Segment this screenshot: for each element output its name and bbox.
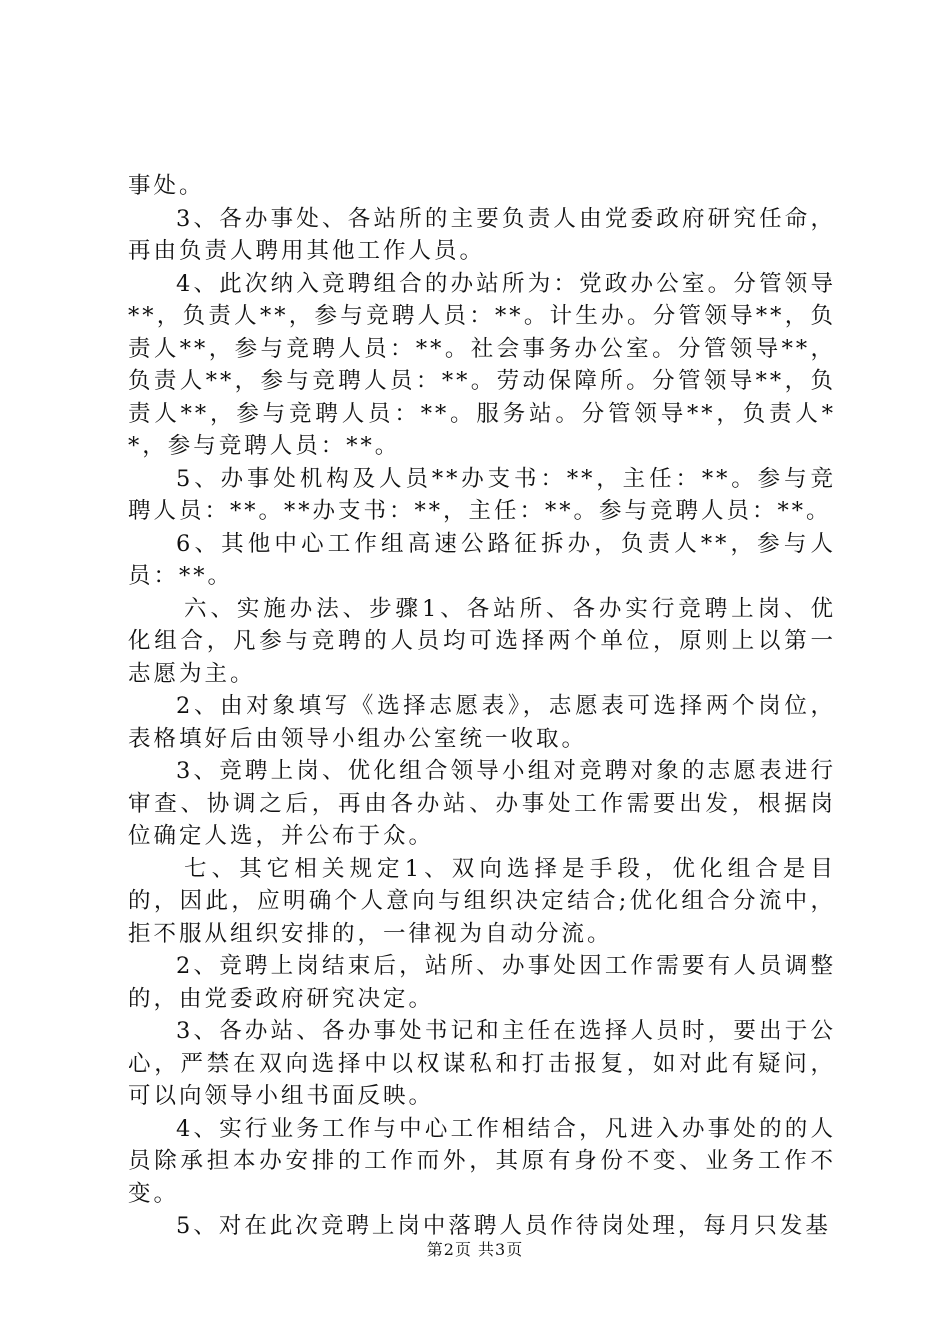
- paragraph-seven-item-3: 3、各办站、各办事处书记和主任在选择人员时，要出于公心，严禁在双向选择中以权谋私和打击报复，如对此有疑问，可以向领导小组书面反映。: [128, 1018, 836, 1109]
- document-body: [128, 170, 836, 1243]
- paragraph-item-4: 4、此次纳入竞聘组合的办站所为：党政办公室。分管领导**，负责人**，参与竞聘人员：**。计生办。分管领导**，负责人**，参与竞聘人员：**。社会事务办公室。分管领导**，负责人**，参与竞聘人员：**。劳动保障所。分管领导**，负责人**，参与竞聘人员：**。服务站。分管领导**，负责人**，参与竞聘人员：**。: [128, 270, 836, 459]
- paragraph-continuation: 事处。: [128, 173, 205, 199]
- paragraph-seven-item-5: 5、对在此次竞聘上岗中落聘人员作待岗处理，每月只发基: [176, 1213, 831, 1239]
- section-seven-paragraph: 七、其它相关规定1、双向选择是手段，优化组合是目的，因此，应明确个人意向与组织决定结合;优化组合分流中，拒不服从组织安排的，一律视为自动分流。: [128, 855, 836, 947]
- section-six-paragraph: 六、实施办法、步骤1、各站所、各办实行竞聘上岗、优化组合，凡参与竞聘的人员均可选择两个单位，原则上以第一志愿为主。: [128, 595, 836, 687]
- paragraph-six-item-3: 3、竞聘上岗、优化组合领导小组对竞聘对象的志愿表进行审查、协调之后，再由各办站、办事处工作需要出发，根据岗位确定人选，并公布于众。: [128, 758, 836, 849]
- paragraph-item-3: 3、各办事处、各站所的主要负责人由党委政府研究任命，再由负责人聘用其他工作人员。: [128, 205, 836, 264]
- page-number-footer: 第2页 共3页: [426, 1240, 524, 1259]
- paragraph-item-6: 6、其他中心工作组高速公路征拆办，负责人**，参与人员：**。: [128, 530, 836, 589]
- paragraph-six-item-2: 2、由对象填写《选择志愿表》，志愿表可选择两个岗位，表格填好后由领导小组办公室统一收取。: [128, 693, 836, 752]
- paragraph-seven-item-2: 2、竞聘上岗结束后，站所、办事处因工作需要有人员调整的，由党委政府研究决定。: [128, 953, 836, 1012]
- paragraph-seven-item-4: 4、实行业务工作与中心工作相结合，凡进入办事处的的人员除承担本办安排的工作而外，其原有身份不变、业务工作不变。: [128, 1115, 836, 1207]
- paragraph-item-5: 5、办事处机构及人员**办支书：**，主任：**。参与竞聘人员：**。**办支书：**，主任：**。参与竞聘人员：**。: [128, 465, 836, 524]
